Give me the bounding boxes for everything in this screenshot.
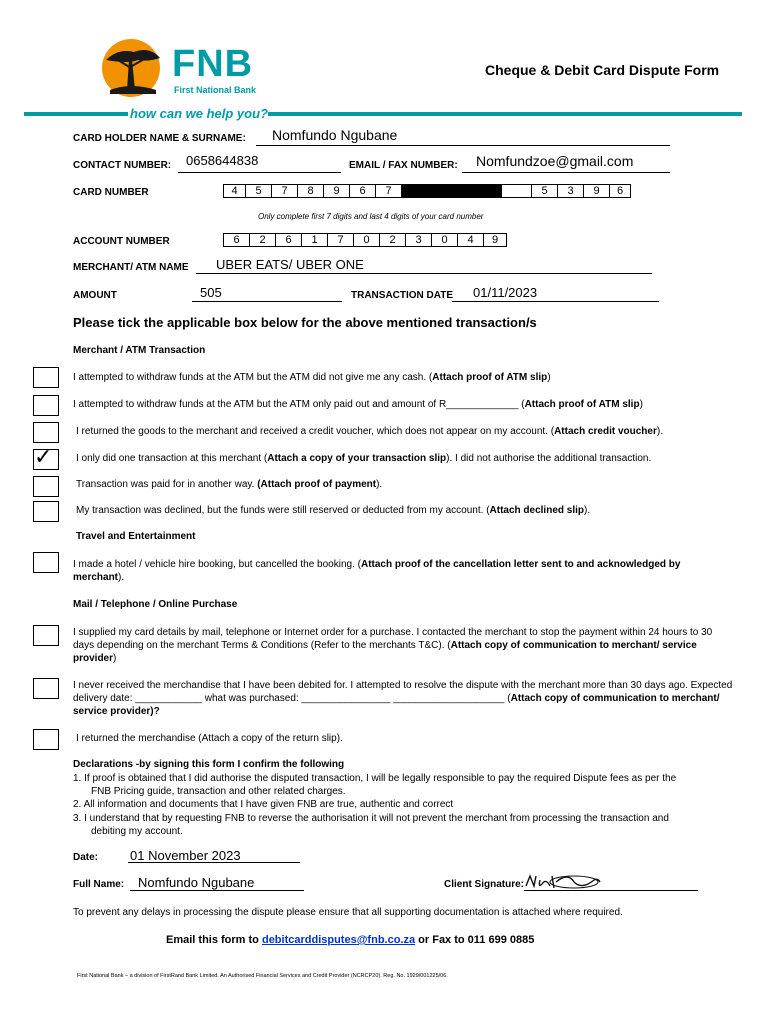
account-digit[interactable]: 1 (302, 234, 328, 246)
card-digit[interactable]: 6 (350, 185, 376, 197)
option-6-bold: Attach declined slip (489, 505, 584, 516)
date-label: Date: (73, 852, 99, 863)
checkmark-icon: ✓ (34, 445, 53, 470)
account-digit[interactable]: 6 (276, 234, 302, 246)
option-4-text (76, 452, 736, 465)
option-4-end: ). I did not authorise the additional transaction. (446, 453, 652, 464)
option-4-bold: Attach a copy of your transaction slip (267, 453, 447, 464)
card-redacted-block (402, 185, 502, 197)
card-number-note: Only complete first 7 digits and last 4 digits of your card number (258, 212, 484, 221)
option-2-end: ) (639, 399, 643, 410)
card-digit[interactable]: 5 (532, 185, 558, 197)
card-digit[interactable]: 7 (376, 185, 402, 197)
merchant-label: MERCHANT/ ATM NAME (73, 262, 189, 273)
option-1-checkbox[interactable] (33, 367, 59, 388)
option-9-text (73, 679, 733, 718)
option-10-label: I returned the merchandise (Attach a copy of the return slip). (76, 733, 343, 744)
account-digit[interactable]: 0 (432, 234, 458, 246)
amount-input[interactable]: 505 (200, 285, 222, 300)
declaration-2: 2. All information and documents that I have given FNB are true, authentic and correct (73, 799, 454, 810)
declarations-heading: Declarations -by signing this form I confirm the following (73, 759, 345, 770)
tagline: how can we help you? (130, 106, 268, 121)
declaration-1a: 1. If proof is obtained that I did authorise the disputed transaction, I will be legally responsible to pay the required Dispute fees as per the (73, 773, 677, 784)
option-7-bold: Attach proof of the cancellation letter sent to and acknowledged by merchant (73, 559, 681, 583)
contact-underline (178, 172, 341, 173)
option-5-bold: (Attach proof of payment (257, 479, 377, 490)
email-underline (462, 172, 670, 173)
option-7-end: ). (118, 572, 125, 583)
merchant-underline (196, 273, 652, 274)
card-holder-input[interactable]: Nomfundo Ngubane (272, 127, 398, 143)
option-8-checkbox[interactable] (33, 625, 59, 646)
option-6-checkbox[interactable] (33, 501, 59, 522)
account-digit[interactable]: 2 (380, 234, 406, 246)
option-3-end: ). (656, 426, 663, 437)
option-1-bold: Attach proof of ATM slip (432, 372, 548, 383)
tagline-bar-left (24, 112, 128, 116)
fullname-label: Full Name: (73, 879, 125, 890)
option-9-bold: Attach copy of communication to merchant/ service provider)? (73, 693, 720, 717)
fnb-logo (98, 38, 168, 98)
option-2-bold: Attach proof of ATM slip (524, 399, 640, 410)
option-2-checkbox[interactable] (33, 395, 59, 416)
option-8-end: ) (113, 653, 117, 664)
email-label: EMAIL / FAX NUMBER: (349, 160, 458, 171)
declaration-1b: FNB Pricing guide, transaction and other related charges. (91, 786, 346, 797)
section-travel: Travel and Entertainment (76, 531, 196, 542)
card-digit[interactable]: 5 (246, 185, 272, 197)
option-1-text (73, 371, 733, 384)
account-digit[interactable]: 9 (491, 234, 499, 246)
card-digit[interactable]: 7 (272, 185, 298, 197)
account-number-grid[interactable] (223, 233, 507, 247)
option-8-bold: Attach copy of communication to merchant/ service provider (73, 640, 697, 664)
acacia-tree-icon (98, 38, 168, 98)
merchant-input[interactable]: UBER EATS/ UBER ONE (216, 257, 364, 272)
contact-input[interactable]: 0658644838 (186, 153, 259, 168)
signature-label: Client Signature: (444, 879, 525, 890)
email-instruction (166, 934, 534, 946)
transaction-date-label: TRANSACTION DATE (351, 290, 454, 301)
footer-notice: To prevent any delays in processing the dispute please ensure that all supporting documentation is attached where required. (73, 907, 623, 918)
section-mail-phone: Mail / Telephone / Online Purchase (73, 599, 238, 610)
option-10-checkbox[interactable] (33, 729, 59, 750)
fax-text: or Fax to 011 699 0885 (415, 934, 535, 946)
dispute-email-link[interactable]: debitcarddisputes@fnb.co.za (261, 934, 416, 946)
email-input[interactable]: Nomfundzoe@gmail.com (476, 153, 634, 169)
transaction-date-underline (452, 301, 659, 302)
card-blank-cell[interactable] (502, 185, 532, 197)
option-3-checkbox[interactable] (33, 422, 59, 443)
option-2-label: I attempted to withdraw funds at the ATM but the ATM only paid out and amount of R_____________ ( (73, 399, 525, 410)
amount-underline (192, 301, 342, 302)
option-9-checkbox[interactable] (33, 678, 59, 699)
contact-label: CONTACT NUMBER: (73, 160, 172, 171)
option-3-label: I returned the goods to the merchant and received a credit voucher, which does not appear on my account. ( (76, 426, 555, 437)
option-3-bold: Attach credit voucher (554, 426, 657, 437)
option-3-text (76, 425, 736, 438)
option-7-text (73, 558, 733, 584)
logo-subtitle: First National Bank (174, 85, 257, 95)
option-9-label: I never received the merchandise that I have been debited for. I attempted to resolve the dispute with the merchant more than 30 days ago. Expected delivery date: ____________ what was purchased: ________________ ____________________ ( (73, 680, 733, 704)
card-number-grid[interactable] (223, 184, 631, 198)
option-7-checkbox[interactable] (33, 552, 59, 573)
declaration-3b: debiting my account. (91, 826, 183, 837)
logo-text: FNB (172, 43, 254, 85)
option-7-label: I made a hotel / vehicle hire booking, but cancelled the booking. ( (73, 559, 361, 570)
account-number-label: ACCOUNT NUMBER (73, 236, 170, 247)
account-digit[interactable]: 7 (328, 234, 354, 246)
option-6-end: ). (584, 505, 591, 516)
option-1-label: I attempted to withdraw funds at the ATM but the ATM did not give me any cash. ( (73, 372, 433, 383)
account-digit[interactable]: 6 (224, 234, 250, 246)
option-2-text (73, 398, 733, 411)
date-input[interactable]: 01 November 2023 (130, 848, 241, 863)
fullname-input[interactable]: Nomfundo Ngubane (138, 875, 255, 890)
option-8-label: I supplied my card details by mail, telephone or Internet order for a purchase. I contacted the merchant to stop the payment within 24 hours to 30 days depending on the merchant Terms & Conditions (Refer to the merchants T&C). ( (73, 627, 713, 651)
legal-text: First National Bank – a division of FirstRand Bank Limited. An Authorised Financial Services and Credit Provider (NCRCP20). Reg. No. 1929/001225/06. (77, 973, 448, 979)
tick-instruction: Please tick the applicable box below for the above mentioned transaction/s (73, 315, 537, 330)
option-8-text (73, 626, 733, 665)
account-digit[interactable]: 0 (354, 234, 380, 246)
fullname-underline (130, 890, 304, 891)
option-6-label: My transaction was declined, but the funds were still reserved or deducted from my account. ( (76, 505, 490, 516)
transaction-date-input[interactable]: 01/11/2023 (473, 285, 538, 300)
option-6-text (76, 504, 736, 517)
card-digit[interactable]: 4 (224, 185, 246, 197)
card-digit[interactable]: 9 (584, 185, 610, 197)
card-digit[interactable]: 9 (324, 185, 350, 197)
email-prefix: Email this form to (166, 934, 262, 946)
account-digit[interactable]: 3 (406, 234, 432, 246)
card-digit[interactable]: 6 (616, 185, 624, 197)
option-5-end: ). (376, 479, 383, 490)
card-digit[interactable]: 3 (558, 185, 584, 197)
option-5-checkbox[interactable] (33, 476, 59, 497)
option-1-end: ) (547, 372, 551, 383)
amount-label: AMOUNT (73, 290, 117, 301)
card-digit[interactable]: 8 (298, 185, 324, 197)
card-holder-label: CARD HOLDER NAME & SURNAME: (73, 133, 246, 144)
option-5-text (76, 478, 736, 491)
signature-icon[interactable] (524, 870, 604, 892)
declaration-3a: 3. I understand that by requesting FNB to reverse the authorisation it will not prevent the merchant from processing the transaction and (73, 813, 669, 824)
account-digit[interactable]: 2 (250, 234, 276, 246)
account-digit[interactable]: 4 (458, 234, 484, 246)
option-5-label: Transaction was paid for in another way. (76, 479, 258, 490)
option-4-label: I only did one transaction at this merchant ( (76, 453, 268, 464)
card-number-label: CARD NUMBER (73, 187, 149, 198)
form-title: Cheque & Debit Card Dispute Form (485, 62, 720, 78)
card-holder-underline (256, 145, 670, 146)
section-merchant-atm: Merchant / ATM Transaction (73, 345, 206, 356)
tagline-bar-right (268, 112, 742, 116)
option-10-text (76, 732, 736, 745)
